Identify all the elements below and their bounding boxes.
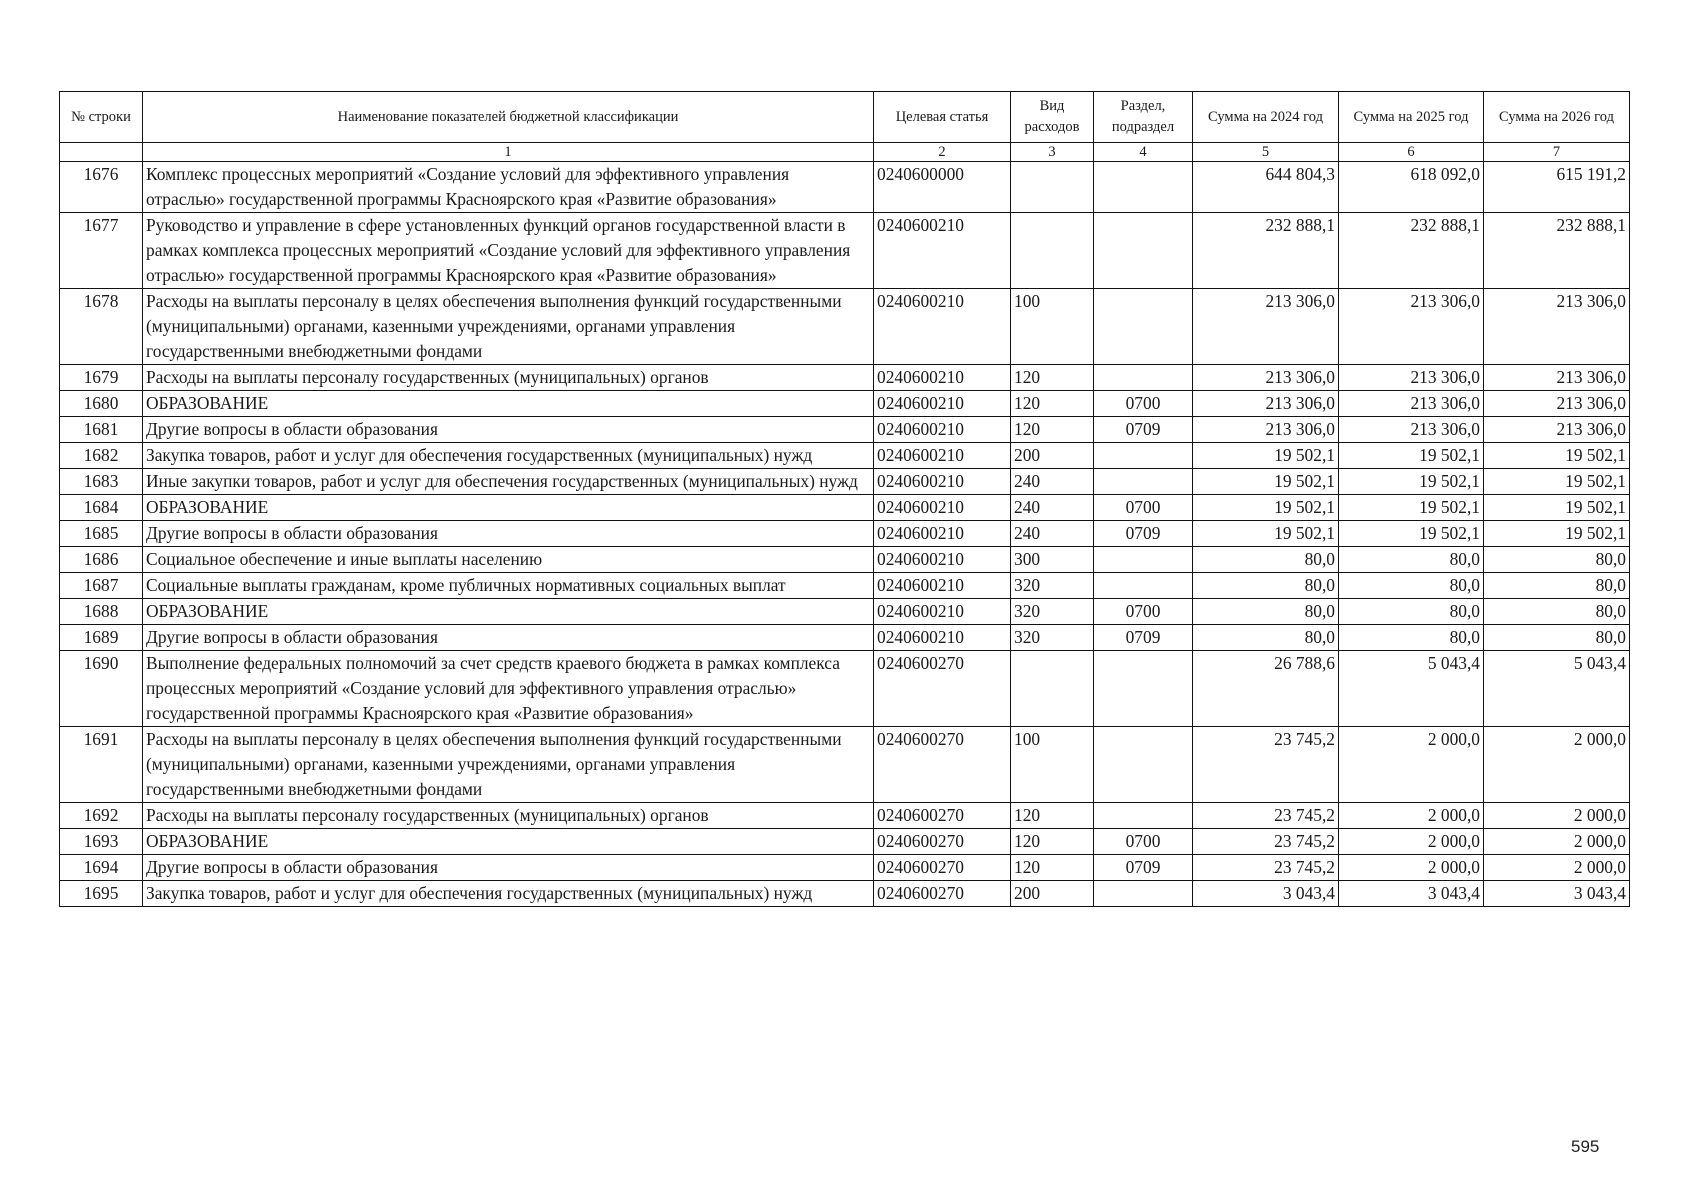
target-article: 0240600270 [874,881,1011,907]
sum-2024: 232 888,1 [1193,213,1339,289]
sum-2026: 2 000,0 [1484,803,1630,829]
indicator-name: Выполнение федеральных полномочий за счет средств краевого бюджета в рамках комплекса процессных мероприятий «Создание условий для эффективного управления отраслью» государственной программы Красноярского края «Развитие образования» [143,651,874,727]
sum-2026: 80,0 [1484,573,1630,599]
target-article: 0240600210 [874,495,1011,521]
sum-2026: 213 306,0 [1484,365,1630,391]
expense-type: 120 [1011,855,1094,881]
section-code [1094,803,1193,829]
expense-type: 200 [1011,443,1094,469]
header-sum-2026: Сумма на 2026 год [1484,92,1630,143]
indicator-name: Другие вопросы в области образования [143,417,874,443]
column-number: 2 [874,143,1011,162]
indicator-name: ОБРАЗОВАНИЕ [143,391,874,417]
table-row [60,495,1630,521]
column-number: 4 [1094,143,1193,162]
section-code: 0709 [1094,855,1193,881]
sum-2025: 19 502,1 [1339,469,1484,495]
indicator-name: Комплекс процессных мероприятий «Создание условий для эффективного управления отраслью» государственной программы Красноярского края «Развитие образования» [143,162,874,213]
expense-type: 100 [1011,289,1094,365]
expense-type: 100 [1011,727,1094,803]
sum-2025: 213 306,0 [1339,289,1484,365]
table-row [60,599,1630,625]
indicator-name: ОБРАЗОВАНИЕ [143,599,874,625]
row-number: 1681 [60,417,143,443]
sum-2024: 23 745,2 [1193,855,1339,881]
sum-2025: 2 000,0 [1339,855,1484,881]
indicator-name: Социальное обеспечение и иные выплаты населению [143,547,874,573]
row-number: 1685 [60,521,143,547]
sum-2026: 5 043,4 [1484,651,1630,727]
sum-2024: 23 745,2 [1193,803,1339,829]
table-row [60,391,1630,417]
sum-2026: 80,0 [1484,599,1630,625]
table-body [60,162,1630,907]
section-code [1094,162,1193,213]
row-number: 1691 [60,727,143,803]
sum-2024: 23 745,2 [1193,829,1339,855]
row-number: 1683 [60,469,143,495]
row-number: 1690 [60,651,143,727]
target-article: 0240600270 [874,803,1011,829]
header-sum-2024: Сумма на 2024 год [1193,92,1339,143]
column-number-blank [60,143,143,162]
section-code: 0700 [1094,829,1193,855]
section-code [1094,881,1193,907]
target-article: 0240600210 [874,547,1011,573]
sum-2025: 2 000,0 [1339,803,1484,829]
indicator-name: Другие вопросы в области образования [143,855,874,881]
section-code [1094,443,1193,469]
header-section: Раздел, подраздел [1094,92,1193,143]
sum-2026: 80,0 [1484,625,1630,651]
expense-type: 240 [1011,469,1094,495]
sum-2024: 23 745,2 [1193,727,1339,803]
expense-type [1011,162,1094,213]
expense-type: 120 [1011,365,1094,391]
sum-2025: 80,0 [1339,573,1484,599]
sum-2025: 80,0 [1339,599,1484,625]
target-article: 0240600000 [874,162,1011,213]
row-number: 1694 [60,855,143,881]
sum-2024: 80,0 [1193,599,1339,625]
sum-2026: 3 043,4 [1484,881,1630,907]
target-article: 0240600210 [874,417,1011,443]
sum-2024: 19 502,1 [1193,495,1339,521]
sum-2025: 19 502,1 [1339,443,1484,469]
row-number: 1679 [60,365,143,391]
expense-type: 200 [1011,881,1094,907]
target-article: 0240600210 [874,469,1011,495]
target-article: 0240600270 [874,727,1011,803]
row-number: 1695 [60,881,143,907]
table-row [60,855,1630,881]
sum-2025: 2 000,0 [1339,727,1484,803]
indicator-name: ОБРАЗОВАНИЕ [143,495,874,521]
header-sum-2025: Сумма на 2025 год [1339,92,1484,143]
table-row [60,417,1630,443]
row-number: 1676 [60,162,143,213]
row-number: 1687 [60,573,143,599]
table-row [60,651,1630,727]
sum-2025: 232 888,1 [1339,213,1484,289]
sum-2024: 19 502,1 [1193,469,1339,495]
header-row [60,92,1630,143]
sum-2024: 80,0 [1193,573,1339,599]
sum-2024: 26 788,6 [1193,651,1339,727]
row-number: 1689 [60,625,143,651]
indicator-name: Закупка товаров, работ и услуг для обеспечения государственных (муниципальных) нужд [143,443,874,469]
section-code: 0709 [1094,417,1193,443]
table-row [60,443,1630,469]
sum-2026: 232 888,1 [1484,213,1630,289]
header-target: Целевая статья [874,92,1011,143]
expense-type: 120 [1011,803,1094,829]
target-article: 0240600210 [874,213,1011,289]
section-code: 0709 [1094,625,1193,651]
indicator-name: Социальные выплаты гражданам, кроме публичных нормативных социальных выплат [143,573,874,599]
row-number: 1677 [60,213,143,289]
sum-2026: 19 502,1 [1484,469,1630,495]
indicator-name: ОБРАЗОВАНИЕ [143,829,874,855]
table-row [60,573,1630,599]
target-article: 0240600270 [874,855,1011,881]
section-code [1094,727,1193,803]
column-number: 5 [1193,143,1339,162]
section-code [1094,365,1193,391]
indicator-name: Закупка товаров, работ и услуг для обеспечения государственных (муниципальных) нужд [143,881,874,907]
section-code: 0700 [1094,495,1193,521]
expense-type: 240 [1011,495,1094,521]
target-article: 0240600210 [874,443,1011,469]
indicator-name: Расходы на выплаты персоналу государственных (муниципальных) органов [143,803,874,829]
column-number: 6 [1339,143,1484,162]
sum-2025: 213 306,0 [1339,417,1484,443]
sum-2025: 618 092,0 [1339,162,1484,213]
table-row [60,727,1630,803]
column-number: 1 [143,143,874,162]
table-row [60,829,1630,855]
table-row [60,547,1630,573]
expense-type: 120 [1011,391,1094,417]
expense-type: 240 [1011,521,1094,547]
indicator-name: Расходы на выплаты персоналу государственных (муниципальных) органов [143,365,874,391]
sum-2025: 5 043,4 [1339,651,1484,727]
column-number: 3 [1011,143,1094,162]
table-header [60,92,1630,162]
table-row [60,625,1630,651]
indicator-name: Расходы на выплаты персоналу в целях обеспечения выполнения функций государственными (муниципальными) органами, казенными учреждениями, органами управления государственными внебюджетными фондами [143,289,874,365]
section-code [1094,573,1193,599]
section-code [1094,651,1193,727]
table-row [60,803,1630,829]
table-row [60,469,1630,495]
indicator-name: Руководство и управление в сфере установленных функций органов государственной власти в рамках комплекса процессных мероприятий «Создание условий для эффективного управления отраслью» государственной программы Красноярского края «Развитие образования» [143,213,874,289]
sum-2025: 80,0 [1339,547,1484,573]
row-number: 1680 [60,391,143,417]
sum-2026: 2 000,0 [1484,727,1630,803]
expense-type: 320 [1011,599,1094,625]
sum-2025: 19 502,1 [1339,521,1484,547]
row-number: 1682 [60,443,143,469]
sum-2025: 80,0 [1339,625,1484,651]
header-row-no: № строки [60,92,143,143]
table-row [60,289,1630,365]
section-code [1094,213,1193,289]
row-number: 1678 [60,289,143,365]
indicator-name: Расходы на выплаты персоналу в целях обеспечения выполнения функций государственными (муниципальными) органами, казенными учреждениями, органами управления государственными внебюджетными фондами [143,727,874,803]
target-article: 0240600270 [874,829,1011,855]
sum-2024: 19 502,1 [1193,443,1339,469]
sum-2024: 3 043,4 [1193,881,1339,907]
sum-2026: 213 306,0 [1484,391,1630,417]
table-row [60,365,1630,391]
section-code [1094,547,1193,573]
page-number: 595 [1571,1137,1600,1156]
section-code: 0700 [1094,599,1193,625]
sum-2024: 213 306,0 [1193,417,1339,443]
sum-2026: 19 502,1 [1484,521,1630,547]
row-number: 1688 [60,599,143,625]
expense-type [1011,213,1094,289]
table-row [60,213,1630,289]
section-code: 0709 [1094,521,1193,547]
section-code: 0700 [1094,391,1193,417]
expense-type [1011,651,1094,727]
target-article: 0240600210 [874,521,1011,547]
column-number: 7 [1484,143,1630,162]
sum-2024: 644 804,3 [1193,162,1339,213]
target-article: 0240600210 [874,289,1011,365]
sum-2024: 213 306,0 [1193,365,1339,391]
target-article: 0240600210 [874,391,1011,417]
expense-type: 320 [1011,573,1094,599]
budget-table [59,91,1630,907]
sum-2025: 213 306,0 [1339,365,1484,391]
sum-2025: 3 043,4 [1339,881,1484,907]
target-article: 0240600210 [874,365,1011,391]
expense-type: 120 [1011,417,1094,443]
row-number: 1692 [60,803,143,829]
expense-type: 300 [1011,547,1094,573]
target-article: 0240600210 [874,573,1011,599]
target-article: 0240600210 [874,625,1011,651]
section-code [1094,289,1193,365]
indicator-name: Иные закупки товаров, работ и услуг для обеспечения государственных (муниципальных) нужд [143,469,874,495]
sum-2026: 2 000,0 [1484,855,1630,881]
row-number: 1684 [60,495,143,521]
sum-2026: 2 000,0 [1484,829,1630,855]
table-row [60,881,1630,907]
expense-type: 320 [1011,625,1094,651]
table-row [60,162,1630,213]
indicator-name: Другие вопросы в области образования [143,625,874,651]
column-number-row [60,143,1630,162]
header-exp-type: Вид расходов [1011,92,1094,143]
sum-2026: 213 306,0 [1484,289,1630,365]
sum-2024: 213 306,0 [1193,391,1339,417]
sum-2024: 80,0 [1193,625,1339,651]
sum-2024: 80,0 [1193,547,1339,573]
target-article: 0240600270 [874,651,1011,727]
section-code [1094,469,1193,495]
sum-2026: 19 502,1 [1484,443,1630,469]
sum-2026: 615 191,2 [1484,162,1630,213]
sum-2026: 213 306,0 [1484,417,1630,443]
row-number: 1693 [60,829,143,855]
target-article: 0240600210 [874,599,1011,625]
sum-2025: 19 502,1 [1339,495,1484,521]
sum-2025: 213 306,0 [1339,391,1484,417]
sum-2025: 2 000,0 [1339,829,1484,855]
sum-2024: 19 502,1 [1193,521,1339,547]
header-name: Наименование показателей бюджетной классификации [143,92,874,143]
row-number: 1686 [60,547,143,573]
sum-2026: 19 502,1 [1484,495,1630,521]
table-row [60,521,1630,547]
indicator-name: Другие вопросы в области образования [143,521,874,547]
expense-type: 120 [1011,829,1094,855]
sum-2026: 80,0 [1484,547,1630,573]
sum-2024: 213 306,0 [1193,289,1339,365]
